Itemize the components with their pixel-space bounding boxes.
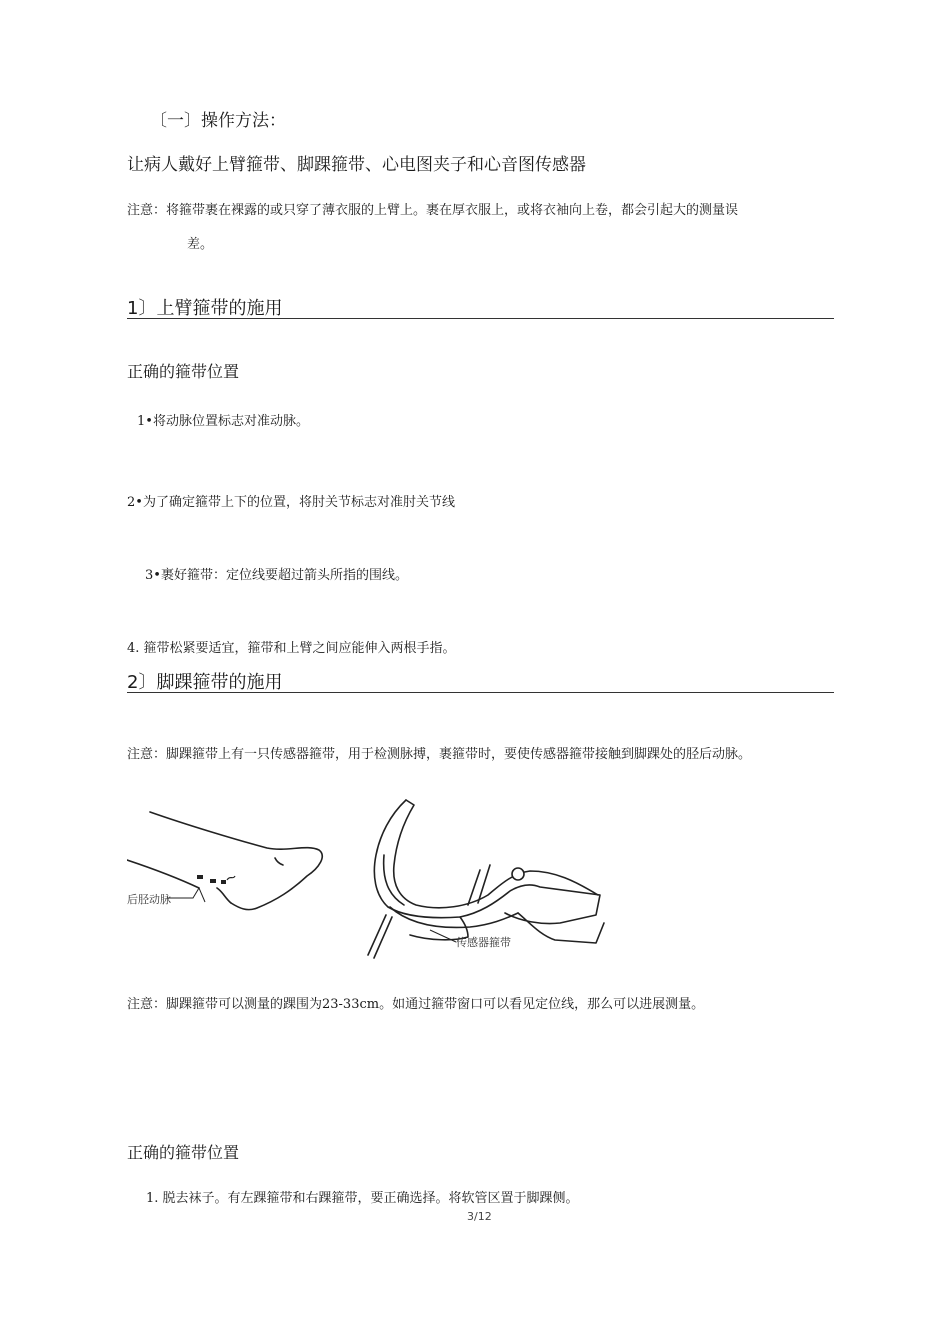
marker-icon-2	[210, 879, 216, 883]
artery-label: 后胫动脉	[127, 893, 171, 906]
ankle-step-1: 1. 脱去袜子。有左踝箍带和右踝箍带，要正确选择。将软管区置于脚踝侧。	[146, 1191, 579, 1206]
note-line-1: 注意：将箍带裹在裸露的或只穿了薄衣服的上臂上。裹在厚衣服上，或将衣袖向上卷，都会引起大的测量误	[127, 203, 739, 218]
section-1-heading: 1〕上臂箍带的施用	[127, 298, 283, 319]
step-3: 3•裹好箍带：定位线要超过箭头所指的围线。	[145, 568, 408, 583]
section-2-subheading: 正确的箍带位置	[127, 1143, 240, 1162]
section-1-rule	[127, 318, 834, 319]
section-1-subheading: 正确的箍带位置	[127, 362, 240, 381]
ankle-range-note: 注意：脚踝箍带可以测量的踝围为23-33cm。如通过箍带窗口可以看见定位线，那么可以进展测量。	[127, 997, 705, 1012]
marker-icon-1	[197, 875, 203, 879]
ankle-note: 注意：脚踝箍带上有一只传感器箍带，用于检测脉搏，裹箍带时，要使传感器箍带接触到脚踝处的胫后动脉。	[127, 747, 752, 762]
step-1: 1•将动脉位置标志对准动脉。	[137, 414, 309, 429]
section-title: 〔一〕操作方法：	[150, 111, 286, 131]
marker-icon-3	[221, 880, 226, 884]
note-line-2: 差。	[187, 237, 214, 252]
step-4: 4. 箍带松紧要适宜，箍带和上臂之间应能伸入两根手指。	[127, 641, 456, 656]
section-2-rule	[127, 692, 834, 693]
ankle-cuff-illustration	[360, 795, 620, 965]
intro-heading: 让病人戴好上臂箍带、脚踝箍带、心电图夹子和心音图传感器	[127, 155, 586, 175]
step-2: 2•为了确定箍带上下的位置，将肘关节标志对准肘关节线	[127, 495, 455, 510]
sensor-icon	[512, 868, 524, 880]
section-2-heading: 2〕脚踝箍带的施用	[127, 672, 283, 693]
sensor-cuff-label: 传感器箍带	[456, 936, 511, 949]
page-number: 3/12	[467, 1210, 492, 1223]
foot-illustration	[127, 800, 332, 920]
